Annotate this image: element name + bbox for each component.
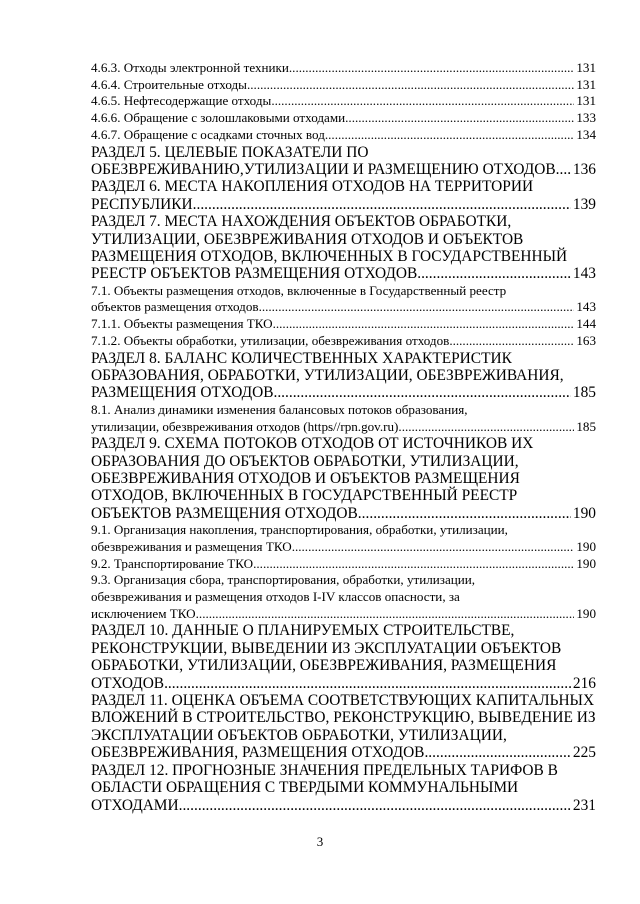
dot-leader	[348, 110, 574, 127]
dot-leader	[556, 161, 571, 178]
toc-entry-line: ОБЛАСТИ ОБРАЩЕНИЯ С ТВЕРДЫМИ КОММУНАЛЬНЫМИ	[91, 779, 519, 797]
dot-leader	[275, 93, 575, 110]
toc-entry-title: 7.1.1. Объекты размещения ТКО	[91, 316, 273, 332]
toc-section-entry[interactable]	[91, 622, 596, 692]
toc-section-entry[interactable]	[91, 178, 596, 213]
toc-entry-line: 9.1. Организация накопления, транспортирования, обработки, утилизации,	[91, 522, 508, 538]
dot-leader	[358, 505, 571, 522]
table-of-contents	[91, 60, 596, 814]
toc-page-number: 185	[576, 418, 596, 434]
toc-entry-title: объектов размещения отходов	[91, 299, 259, 315]
toc-entry-line: ЭКСПЛУАТАЦИИ ОБЪЕКТОВ ОБРАБОТКИ, УТИЛИЗАЦИИ,	[91, 726, 507, 744]
toc-entry-line: ОБРАЗОВАНИЯ ДО ОБЪЕКТОВ ОБРАБОТКИ, УТИЛИЗАЦИИ,	[91, 452, 519, 470]
toc-subsection-entry[interactable]	[91, 93, 596, 110]
toc-entry-title: 4.6.3. Отходы электронной техники.	[91, 60, 293, 75]
toc-page-number: 225	[572, 744, 596, 762]
toc-page-number: 190	[576, 555, 596, 571]
toc-subsection-entry[interactable]	[91, 60, 596, 77]
toc-page-number: 144	[576, 316, 596, 332]
toc-subsection-entry[interactable]	[91, 316, 596, 333]
toc-section-entry[interactable]	[91, 692, 596, 762]
toc-page-number: 134	[576, 126, 596, 142]
toc-page-number: 143	[576, 299, 596, 315]
toc-page-number: 136	[572, 160, 596, 178]
toc-page-number: 185	[572, 384, 596, 402]
toc-entry-title: ОТХОДОВ	[91, 674, 165, 692]
toc-entry-title: РЕЕСТР ОБЪЕКТОВ РАЗМЕЩЕНИЯ ОТХОДОВ	[91, 265, 418, 283]
toc-entry-line: РАЗДЕЛ 9. СХЕМА ПОТОКОВ ОТХОДОВ ОТ ИСТОЧНИКОВ ИХ	[91, 435, 534, 453]
dot-leader	[449, 333, 574, 350]
toc-entry-line: ВЛОЖЕНИЙ В СТРОИТЕЛЬСТВО, РЕКОНСТРУКЦИЮ, ВЫВЕДЕНИЕ ИЗ	[91, 709, 596, 727]
toc-page-number: 139	[572, 195, 596, 213]
dot-leader	[417, 265, 571, 282]
dot-leader	[292, 539, 575, 556]
dot-leader	[273, 316, 575, 333]
dot-leader	[398, 419, 574, 436]
toc-entry-title: 9.2. Транспортирование ТКО	[91, 555, 254, 571]
toc-entry-line: 8.1. Анализ динамики изменения балансовых потоков образования,	[91, 401, 468, 417]
dot-leader	[328, 127, 574, 144]
toc-page-number: 231	[572, 796, 596, 814]
toc-entry-line: РАЗДЕЛ 8. БАЛАНС КОЛИЧЕСТВЕННЫХ ХАРАКТЕРИСТИК	[91, 349, 512, 367]
toc-entry-title: утилизации, обезвреживания отходов (https//rpn.gov.ru)	[91, 418, 399, 434]
toc-subsection-entry[interactable]	[91, 402, 596, 435]
toc-section-entry[interactable]	[91, 144, 596, 179]
toc-entry-title: исключением ТКО	[91, 605, 196, 621]
toc-entry-title: 4.6.7. Обращение с осадками сточных вод.	[91, 126, 329, 142]
dot-leader	[259, 299, 575, 316]
toc-page-number: 163	[576, 332, 596, 348]
dot-leader	[424, 744, 570, 761]
toc-entry-line: ОБЕЗВРЕЖИВАНИЯ ОТХОДОВ И ОБЪЕКТОВ РАЗМЕЩЕНИЯ	[91, 470, 520, 488]
toc-entry-line: 7.1. Объекты размещения отходов, включенные в Государственный реестр	[91, 282, 507, 298]
toc-entry-title: 7.1.2. Объекты обработки, утилизации, обезвреживания отходов	[91, 332, 450, 348]
toc-entry-line: РАЗДЕЛ 7. МЕСТА НАХОЖДЕНИЯ ОБЪЕКТОВ ОБРАБОТКИ,	[91, 213, 512, 231]
toc-entry-line: УТИЛИЗАЦИИ, ОБЕЗВРЕЖИВАНИЯ ОТХОДОВ И ОБЪЕКТОВ	[91, 230, 524, 248]
toc-subsection-entry[interactable]	[91, 522, 596, 555]
toc-page-number: 131	[576, 60, 596, 75]
toc-subsection-entry[interactable]	[91, 572, 596, 622]
toc-entry-title: 4.6.6. Обращение с золошлаковыми отходами.	[91, 110, 349, 126]
toc-entry-line: РАЗМЕЩЕНИЯ ОТХОДОВ, ВКЛЮЧЕННЫХ В ГОСУДАРСТВЕННЫЙ	[91, 247, 568, 265]
toc-entry-title: 4.6.4. Строительные отходы.	[91, 76, 251, 92]
toc-subsection-entry[interactable]	[91, 283, 596, 316]
toc-entry-line: РЕКОНСТРУКЦИИ, ВЫВЕДЕНИИ ИЗ ЭКСПЛУАТАЦИИ ОБЪЕКТОВ	[91, 639, 562, 657]
dot-leader	[273, 384, 570, 401]
toc-entry-line: РАЗДЕЛ 12. ПРОГНОЗНЫЕ ЗНАЧЕНИЯ ПРЕДЕЛЬНЫХ ТАРИФОВ В	[91, 761, 558, 779]
toc-page-number: 131	[576, 93, 596, 109]
toc-entry-line: РАЗДЕЛ 6. МЕСТА НАКОПЛЕНИЯ ОТХОДОВ НА ТЕРРИТОРИИ	[91, 178, 534, 196]
toc-entry-line: ОБРАЗОВАНИЯ, ОБРАБОТКИ, УТИЛИЗАЦИИ, ОБЕЗВРЕЖИВАНИЯ,	[91, 366, 564, 384]
toc-page-number: 216	[572, 674, 596, 692]
toc-page-number: 190	[576, 538, 596, 554]
toc-page-number: 190	[572, 504, 596, 522]
dot-leader	[196, 606, 575, 623]
toc-entry-title: ОБЕЗВРЕЖИВАНИЮ,УТИЛИЗАЦИИ И РАЗМЕЩЕНИЮ ОТХОДОВ	[91, 160, 556, 178]
toc-section-entry[interactable]	[91, 350, 596, 402]
toc-entry-title: 4.6.5. Нефтесодержащие отходы.	[91, 93, 275, 109]
toc-entry-line: ОТХОДОВ, ВКЛЮЧЕННЫХ В ГОСУДАРСТВЕННЫЙ РЕЕСТР	[91, 487, 518, 505]
toc-subsection-entry[interactable]	[91, 127, 596, 144]
page-number: 3	[316, 834, 324, 849]
toc-section-entry[interactable]	[91, 213, 596, 283]
toc-entry-title: ОБЪЕКТОВ РАЗМЕЩЕНИЯ ОТХОДОВ	[91, 504, 358, 522]
toc-subsection-entry[interactable]	[91, 556, 596, 573]
toc-section-entry[interactable]	[91, 762, 596, 814]
toc-subsection-entry[interactable]	[91, 77, 596, 94]
toc-entry-title: обезвреживания и размещения ТКО	[91, 538, 292, 554]
toc-entry-title: РАЗМЕЩЕНИЯ ОТХОДОВ	[91, 384, 274, 402]
dot-leader	[193, 196, 571, 213]
toc-subsection-entry[interactable]	[91, 110, 596, 127]
dot-leader	[292, 60, 574, 77]
toc-entry-line: ОБРАБОТКИ, УТИЛИЗАЦИИ, ОБЕЗВРЕЖИВАНИЯ, РАЗМЕЩЕНИЯ	[91, 657, 557, 675]
toc-entry-title: ОТХОДАМИ	[91, 796, 179, 814]
dot-leader	[179, 797, 571, 814]
toc-entry-line: РАЗДЕЛ 5. ЦЕЛЕВЫЕ ПОКАЗАТЕЛИ ПО	[91, 143, 369, 161]
toc-page-number: 131	[576, 76, 596, 92]
toc-entry-title: РЕСПУБЛИКИ	[91, 195, 193, 213]
dot-leader	[253, 556, 574, 573]
toc-section-entry[interactable]	[91, 435, 596, 522]
toc-entry-line: обезвреживания и размещения отходов I-IV классов опасности, за	[91, 589, 460, 605]
toc-page-number: 133	[576, 110, 596, 126]
toc-page-number: 190	[576, 605, 596, 621]
toc-subsection-entry[interactable]	[91, 333, 596, 350]
dot-leader	[164, 675, 571, 692]
toc-page-number: 143	[572, 265, 596, 283]
toc-entry-line: РАЗДЕЛ 11. ОЦЕНКА ОБЪЕМА СООТВЕТСТВУЮЩИХ КАПИТАЛЬНЫХ	[91, 692, 595, 710]
dot-leader	[250, 77, 574, 94]
toc-entry-line: РАЗДЕЛ 10. ДАННЫЕ О ПЛАНИРУЕМЫХ СТРОИТЕЛЬСТВЕ,	[91, 622, 515, 640]
toc-entry-line: 9.3. Организация сбора, транспортирования, обработки, утилизации,	[91, 572, 476, 588]
toc-entry-title: ОБЕЗВРЕЖИВАНИЯ, РАЗМЕЩЕНИЯ ОТХОДОВ	[91, 744, 425, 762]
